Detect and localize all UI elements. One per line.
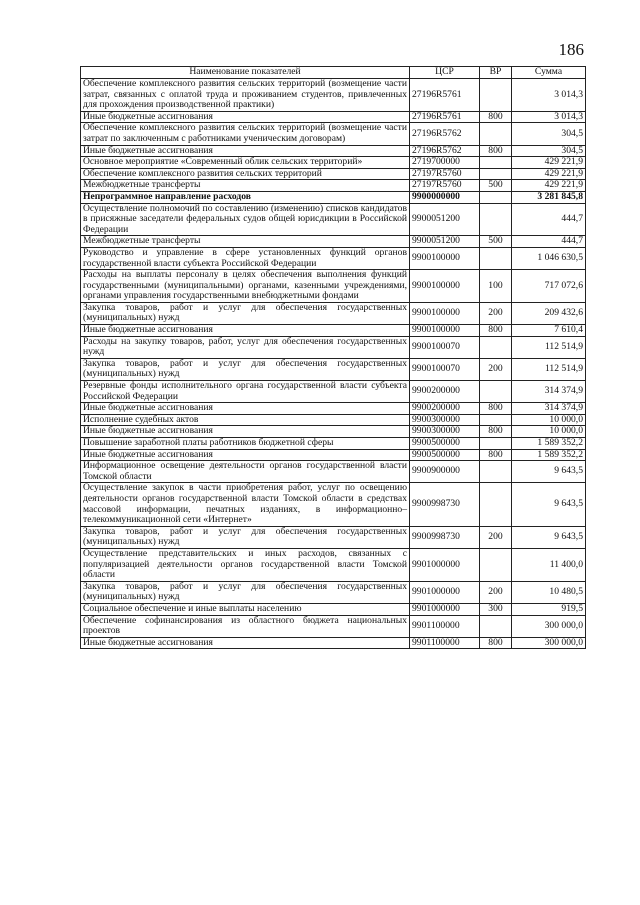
table-row <box>81 403 586 415</box>
row-csr: 9900100070 <box>410 358 480 380</box>
row-csr: 27196R5762 <box>410 123 480 145</box>
row-csr: 9900100000 <box>410 270 480 303</box>
table-row <box>81 449 586 461</box>
row-sum: 3 281 845,8 <box>512 191 586 203</box>
table-row <box>81 325 586 337</box>
row-csr: 9901000000 <box>410 603 480 615</box>
row-csr: 9900998730 <box>410 526 480 548</box>
row-vr <box>480 168 512 180</box>
row-vr <box>480 461 512 483</box>
row-sum: 9 643,5 <box>512 461 586 483</box>
row-csr: 9901000000 <box>410 548 480 581</box>
row-name: Иные бюджетные ассигнования <box>81 325 410 337</box>
row-csr: 9900500000 <box>410 449 480 461</box>
row-name: Закупка товаров, работ и услуг для обеспечения государственных (муниципальных) нужд <box>81 526 410 548</box>
table-row <box>81 123 586 145</box>
table-row <box>81 381 586 403</box>
table-row <box>81 603 586 615</box>
row-vr <box>480 438 512 450</box>
row-csr: 2719700000 <box>410 157 480 169</box>
row-name: Обеспечение софинансирования из областного бюджета национальных проектов <box>81 615 410 637</box>
row-csr: 9900000000 <box>410 191 480 203</box>
table-row <box>81 615 586 637</box>
row-vr <box>480 615 512 637</box>
row-vr: 800 <box>480 449 512 461</box>
row-sum: 112 514,9 <box>512 336 586 358</box>
row-vr: 100 <box>480 270 512 303</box>
row-vr: 800 <box>480 111 512 123</box>
page-number: 186 <box>558 40 584 59</box>
budget-table <box>80 66 586 649</box>
row-csr: 9900051200 <box>410 203 480 236</box>
row-sum: 429 221,9 <box>512 180 586 192</box>
row-vr <box>480 548 512 581</box>
row-sum: 3 014,3 <box>512 111 586 123</box>
row-sum: 3 014,3 <box>512 79 586 112</box>
row-vr: 500 <box>480 236 512 248</box>
row-csr: 9901100000 <box>410 637 480 649</box>
table-row <box>81 180 586 192</box>
row-sum: 1 589 352,2 <box>512 438 586 450</box>
row-vr <box>480 203 512 236</box>
row-name: Иные бюджетные ассигнования <box>81 145 410 157</box>
row-name: Руководство и управление в сфере установленных функций органов государственной власти субъекта Российской Федерации <box>81 247 410 269</box>
table-row <box>81 426 586 438</box>
table-row <box>81 483 586 526</box>
row-sum: 300 000,0 <box>512 615 586 637</box>
row-vr: 800 <box>480 637 512 649</box>
header-name: Наименование показателей <box>81 67 410 79</box>
row-sum: 1 589 352,2 <box>512 449 586 461</box>
row-name: Осуществление полномочий по составлению (изменению) списков кандидатов в присяжные заседатели федеральных судов общей юрисдикции в Российской Федерации <box>81 203 410 236</box>
row-name: Непрограммное направление расходов <box>81 191 410 203</box>
row-sum: 314 374,9 <box>512 403 586 415</box>
row-sum: 11 400,0 <box>512 548 586 581</box>
row-sum: 300 000,0 <box>512 637 586 649</box>
row-sum: 429 221,9 <box>512 157 586 169</box>
row-csr: 9901100000 <box>410 615 480 637</box>
row-csr: 27196R5761 <box>410 111 480 123</box>
row-sum: 10 000,0 <box>512 426 586 438</box>
row-name: Иные бюджетные ассигнования <box>81 637 410 649</box>
row-vr: 200 <box>480 526 512 548</box>
table-row <box>81 637 586 649</box>
row-csr: 9901000000 <box>410 581 480 603</box>
row-sum: 444,7 <box>512 236 586 248</box>
table-body <box>81 79 586 649</box>
row-name: Иные бюджетные ассигнования <box>81 449 410 461</box>
row-csr: 9900100000 <box>410 302 480 324</box>
table-row <box>81 191 586 203</box>
header-sum: Сумма <box>512 67 586 79</box>
row-name: Резервные фонды исполнительного органа государственной власти субъекта Российской Федерации <box>81 381 410 403</box>
row-name: Закупка товаров, работ и услуг для обеспечения государственных (муниципальных) нужд <box>81 581 410 603</box>
row-vr <box>480 247 512 269</box>
row-name: Осуществление представительских и иных расходов, связанных с популяризацией деятельности органов государственной власти Томской области <box>81 548 410 581</box>
row-name: Межбюджетные трансферты <box>81 236 410 248</box>
row-csr: 9900100000 <box>410 325 480 337</box>
table-row <box>81 302 586 324</box>
row-name: Закупка товаров, работ и услуг для обеспечения государственных (муниципальных) нужд <box>81 358 410 380</box>
table-row <box>81 79 586 112</box>
row-sum: 7 610,4 <box>512 325 586 337</box>
row-name: Межбюджетные трансферты <box>81 180 410 192</box>
row-sum: 1 046 630,5 <box>512 247 586 269</box>
row-csr: 27197R5760 <box>410 180 480 192</box>
row-name: Расходы на выплаты персоналу в целях обеспечения выполнения функций государственными (муниципальными) органами, казенными учреждениями, органами управления государственными внебюджетными фондами <box>81 270 410 303</box>
table-row <box>81 358 586 380</box>
row-sum: 209 432,6 <box>512 302 586 324</box>
table-row <box>81 526 586 548</box>
row-vr: 500 <box>480 180 512 192</box>
row-vr <box>480 483 512 526</box>
table-row <box>81 438 586 450</box>
row-name: Информационное освещение деятельности органов государственной власти Томской области <box>81 461 410 483</box>
table-row <box>81 336 586 358</box>
row-csr: 9900200000 <box>410 381 480 403</box>
row-csr: 9900100070 <box>410 336 480 358</box>
row-csr: 9900500000 <box>410 438 480 450</box>
row-vr: 800 <box>480 403 512 415</box>
row-name: Закупка товаров, работ и услуг для обеспечения государственных (муниципальных) нужд <box>81 302 410 324</box>
row-name: Иные бюджетные ассигнования <box>81 111 410 123</box>
row-vr <box>480 191 512 203</box>
row-name: Расходы на закупку товаров, работ, услуг для обеспечения государственных нужд <box>81 336 410 358</box>
row-vr: 800 <box>480 325 512 337</box>
table-row <box>81 581 586 603</box>
row-csr: 27196R5762 <box>410 145 480 157</box>
table-row <box>81 168 586 180</box>
table-row <box>81 157 586 169</box>
row-vr: 800 <box>480 426 512 438</box>
table-row <box>81 145 586 157</box>
row-vr: 300 <box>480 603 512 615</box>
row-vr: 200 <box>480 581 512 603</box>
row-csr: 9900300000 <box>410 426 480 438</box>
row-vr: 200 <box>480 358 512 380</box>
table-row <box>81 203 586 236</box>
row-csr: 9900300000 <box>410 414 480 426</box>
row-vr: 800 <box>480 145 512 157</box>
row-name: Иные бюджетные ассигнования <box>81 403 410 415</box>
row-csr: 27196R5761 <box>410 79 480 112</box>
table-row <box>81 111 586 123</box>
row-sum: 10 000,0 <box>512 414 586 426</box>
table-row <box>81 236 586 248</box>
row-sum: 112 514,9 <box>512 358 586 380</box>
row-sum: 919,5 <box>512 603 586 615</box>
row-name: Иные бюджетные ассигнования <box>81 426 410 438</box>
row-sum: 304,5 <box>512 145 586 157</box>
table-row <box>81 461 586 483</box>
row-vr <box>480 123 512 145</box>
row-sum: 717 072,6 <box>512 270 586 303</box>
row-sum: 444,7 <box>512 203 586 236</box>
row-name: Обеспечение комплексного развития сельских территорий <box>81 168 410 180</box>
row-vr <box>480 381 512 403</box>
row-sum: 9 643,5 <box>512 526 586 548</box>
header-csr: ЦСР <box>410 67 480 79</box>
row-sum: 314 374,9 <box>512 381 586 403</box>
row-sum: 9 643,5 <box>512 483 586 526</box>
row-vr: 200 <box>480 302 512 324</box>
row-name: Обеспечение комплексного развития сельских территорий (возмещение части затрат по заключенным с работниками ученическим договорам) <box>81 123 410 145</box>
row-csr: 9900900000 <box>410 461 480 483</box>
header-vr: ВР <box>480 67 512 79</box>
row-name: Повышение заработной платы работников бюджетной сферы <box>81 438 410 450</box>
table-row <box>81 270 586 303</box>
row-name: Основное мероприятие «Современный облик сельских территорий» <box>81 157 410 169</box>
row-csr: 9900998730 <box>410 483 480 526</box>
row-csr: 9900051200 <box>410 236 480 248</box>
row-sum: 429 221,9 <box>512 168 586 180</box>
row-name: Обеспечение комплексного развития сельских территорий (возмещение части затрат, связанных с оплатой труда и проживанием студентов, привлеченных для прохождения производственной практики) <box>81 79 410 112</box>
row-vr <box>480 414 512 426</box>
row-sum: 10 480,5 <box>512 581 586 603</box>
row-csr: 9900200000 <box>410 403 480 415</box>
table-row <box>81 247 586 269</box>
table-header-row <box>81 67 586 79</box>
row-vr <box>480 157 512 169</box>
row-name: Осуществление закупок в части приобретения работ, услуг по освещению деятельности органов государственной власти Томской области в средствах массовой информации, печатных изданиях, в информационно–телекоммуникационной сети «Интернет» <box>81 483 410 526</box>
table-row <box>81 548 586 581</box>
row-vr <box>480 79 512 112</box>
row-csr: 9900100000 <box>410 247 480 269</box>
row-name: Социальное обеспечение и иные выплаты населению <box>81 603 410 615</box>
row-csr: 27197R5760 <box>410 168 480 180</box>
table-row <box>81 414 586 426</box>
row-vr <box>480 336 512 358</box>
row-name: Исполнение судебных актов <box>81 414 410 426</box>
row-sum: 304,5 <box>512 123 586 145</box>
